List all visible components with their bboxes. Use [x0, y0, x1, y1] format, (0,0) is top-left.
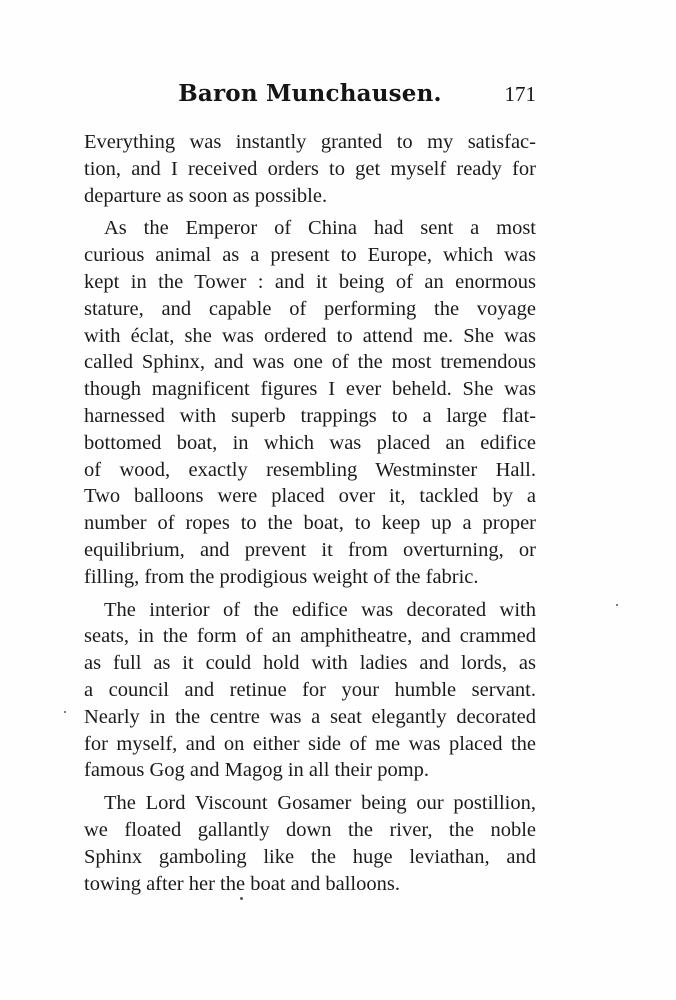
text-line: The interior of the edifice was decorated with [104, 598, 536, 621]
text-line: Everything was instantly granted to my satisfac- [84, 131, 536, 153]
text-line: filling, from the prodigious weight of the fabric. [84, 565, 479, 588]
text-line: harnessed with superb trappings to a large flat- [84, 404, 536, 427]
text-line: famous Gog and Magog in all their pomp. [84, 759, 430, 782]
text-line: towing after her the boat and balloons. [84, 872, 400, 895]
text-line: departure as soon as possible. [84, 184, 328, 207]
text-line: called Sphinx, and was one of the most tremendous [84, 351, 536, 374]
text-line: with éclat, she was ordered to attend me. She was [84, 324, 536, 347]
paragraph-4 [84, 790, 536, 897]
text-line: as full as it could hold with ladies and lords, as [84, 652, 536, 675]
text-line: Sphinx gamboling like the huge leviathan, and [84, 845, 536, 868]
text-line: bottomed boat, in which was placed an edifice [84, 431, 536, 454]
text-line: tion, and I received orders to get myself ready for [84, 157, 536, 180]
text-line: seats, in the form of an amphitheatre, and crammed [84, 625, 536, 648]
text-line: equilibrium, and prevent it from overturning, or [84, 538, 536, 561]
text-line: Two balloons were placed over it, tackled by a [84, 485, 536, 508]
text-line: of wood, exactly resembling Westminster Hall. [84, 458, 536, 481]
text-line: though magnificent figures I ever beheld. She was [84, 378, 536, 401]
running-title: Baron Munchausen. [178, 80, 442, 107]
paragraph-1 [84, 129, 536, 209]
text-line: for myself, and on either side of me was placed the [84, 732, 536, 755]
text-line: kept in the Tower : and it being of an enormous [84, 270, 536, 293]
page-number: 171 [504, 82, 536, 106]
print-speck [64, 711, 66, 713]
paragraph-2 [84, 215, 536, 590]
text-line: The Lord Viscount Gosamer being our postillion, [104, 792, 536, 815]
body-text [84, 129, 536, 903]
text-line: Nearly in the centre was a seat elegantly decorated [84, 705, 536, 728]
print-speck [616, 604, 618, 606]
text-line: a council and retinue for your humble servant. [84, 678, 536, 701]
paragraph-3 [84, 597, 536, 785]
text-line: number of ropes to the boat, to keep up a proper [84, 512, 536, 535]
text-line: curious animal as a present to Europe, which was [84, 244, 536, 267]
text-line: stature, and capable of performing the voyage [84, 297, 536, 320]
text-line: we floated gallantly down the river, the noble [84, 818, 536, 841]
print-speck [240, 897, 243, 900]
text-line: As the Emperor of China had sent a most [104, 217, 536, 240]
running-head [84, 80, 536, 114]
